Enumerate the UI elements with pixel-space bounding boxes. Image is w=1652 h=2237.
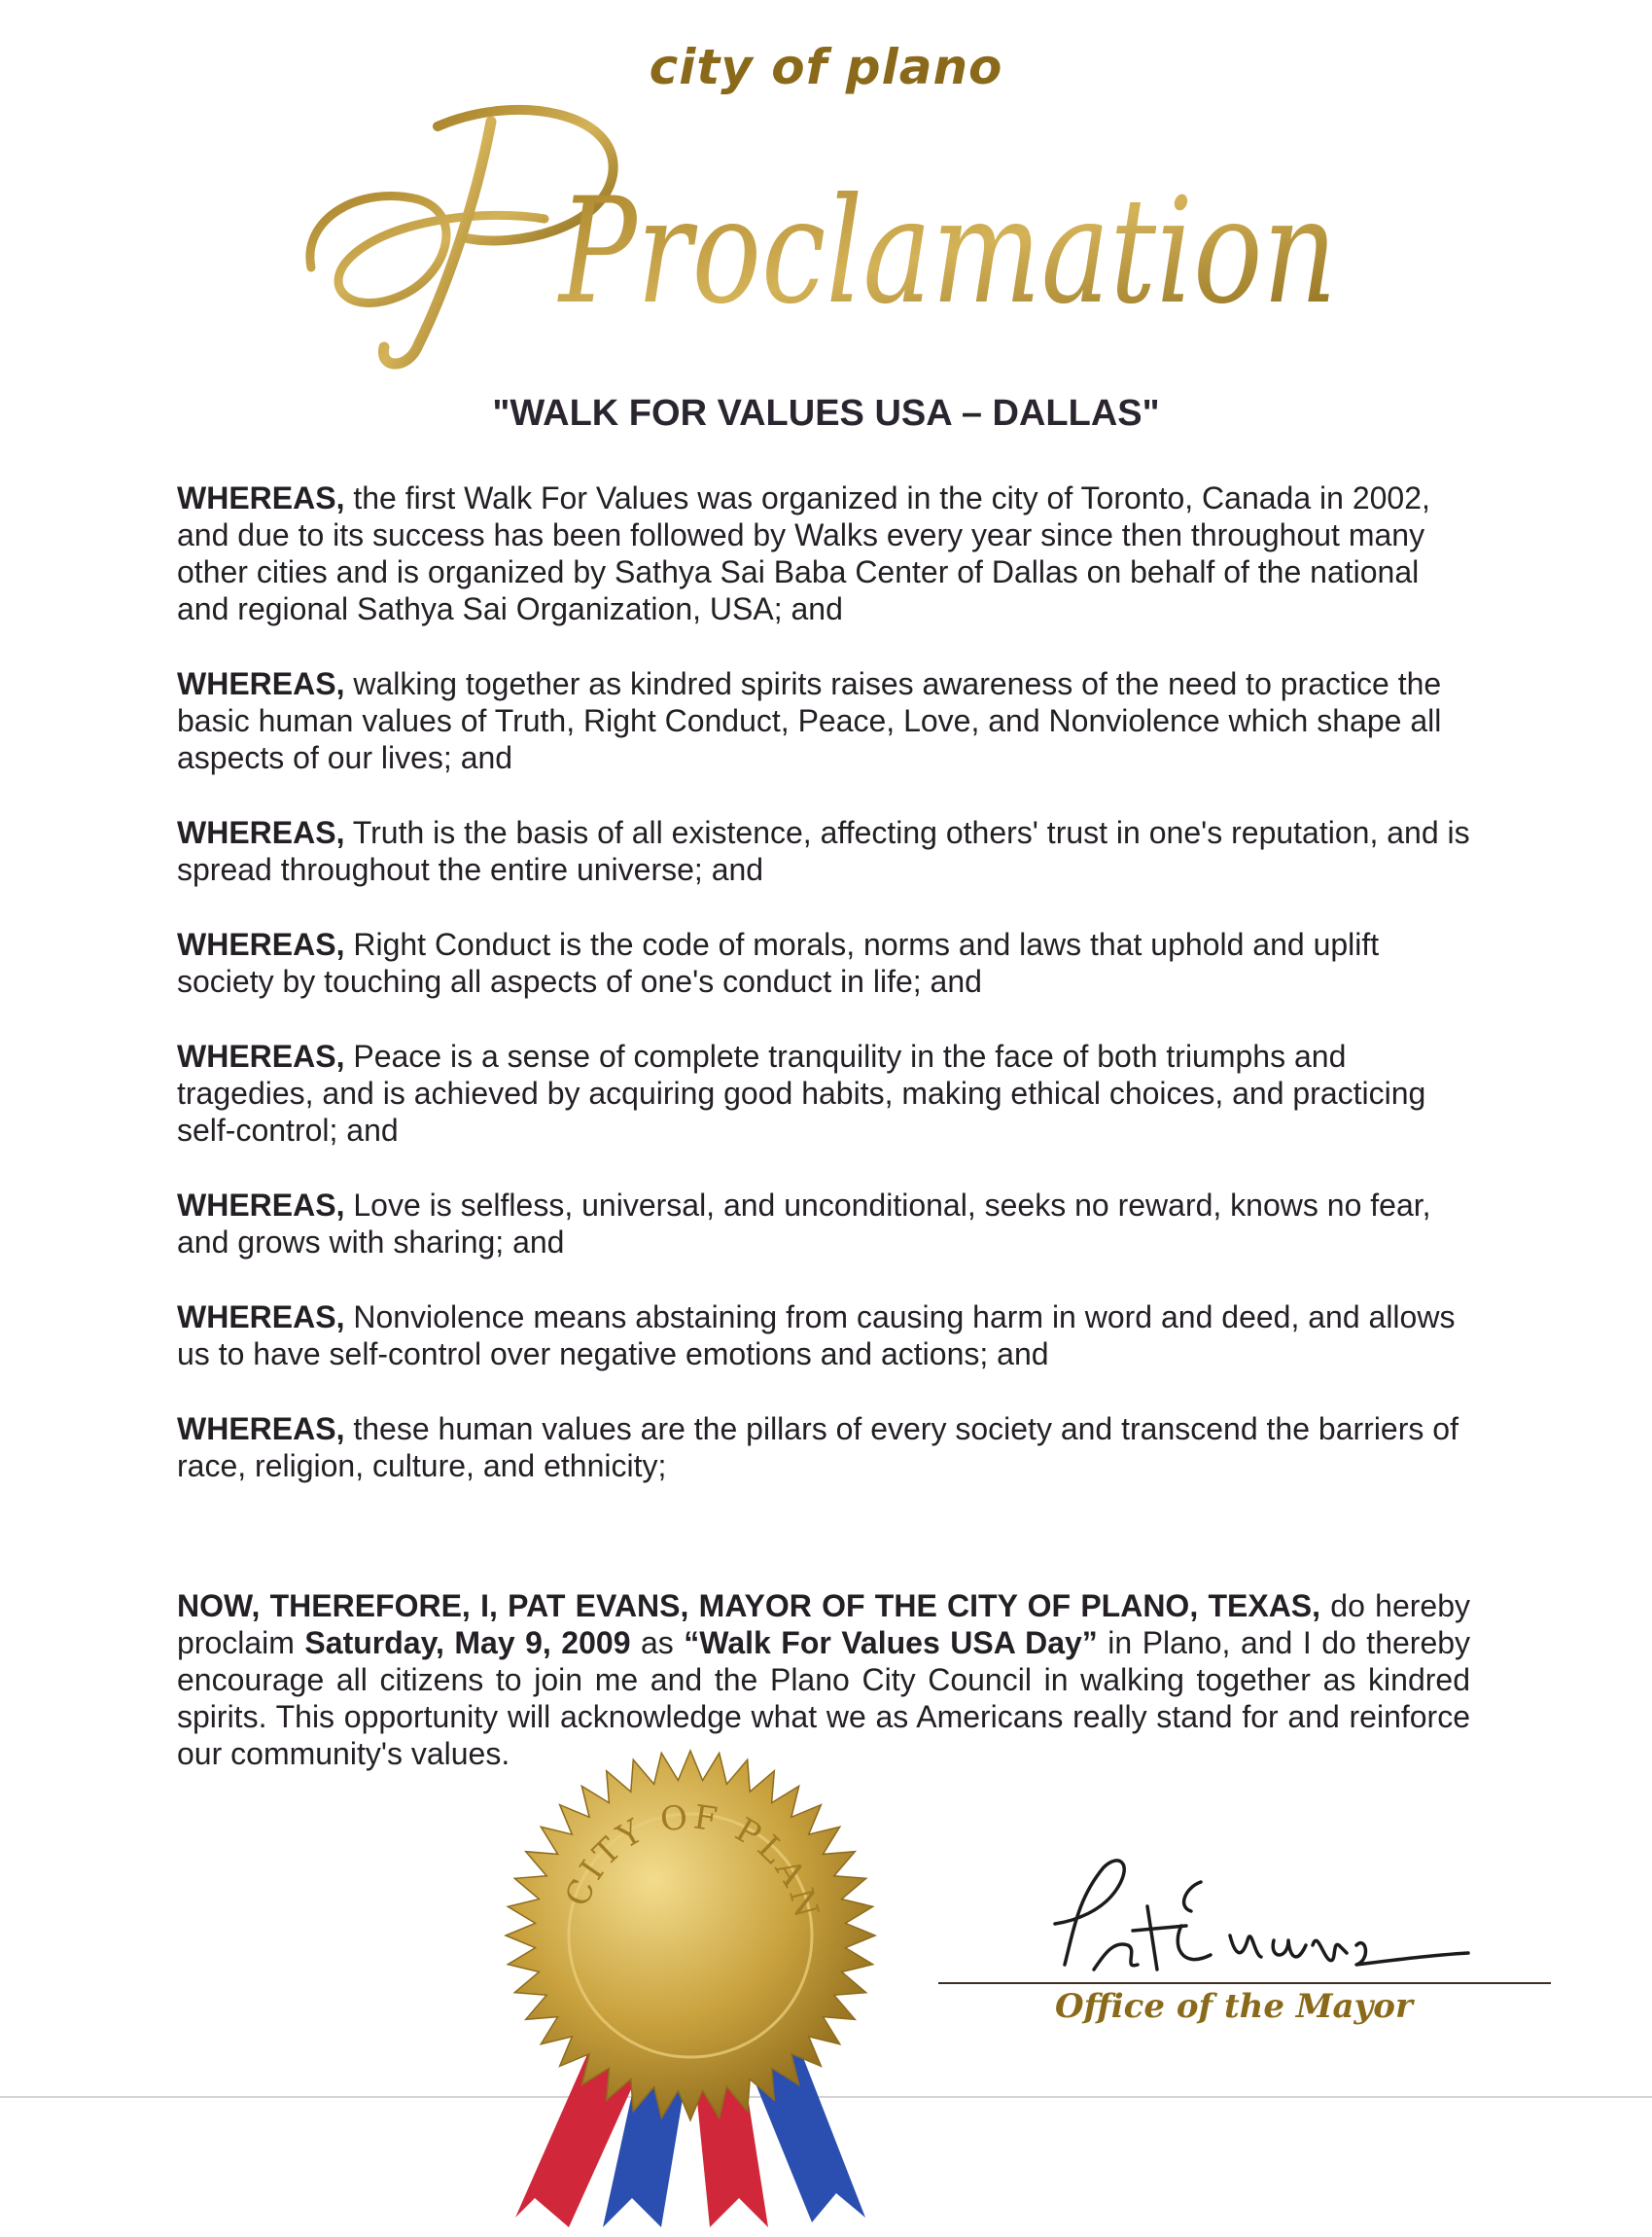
city-name: city of plano xyxy=(649,39,1003,95)
whereas-text: Nonviolence means abstaining from causing harm in word and deed, and allows us to have self-control over negative emotions and actions; and xyxy=(177,1299,1456,1371)
whereas-lead: WHEREAS, xyxy=(177,927,345,962)
whereas-paragraph-7 xyxy=(177,1298,1470,1372)
whereas-paragraph-4 xyxy=(177,926,1470,1000)
whereas-lead: WHEREAS, xyxy=(177,815,345,850)
proclamation-text: do hereby proclaim xyxy=(177,1588,1471,1660)
proclamation-day-name: “Walk For Values USA Day” xyxy=(684,1625,1098,1660)
whereas-lead: WHEREAS, xyxy=(177,1299,345,1334)
whereas-paragraph-5 xyxy=(177,1038,1470,1149)
whereas-text: these human values are the pillars of every society and transcend the barriers of race, religion, culture, and ethnicity; xyxy=(177,1411,1459,1483)
proclamation-date: Saturday, May 9, 2009 xyxy=(304,1625,631,1660)
proclamation-script-text: Proclamation xyxy=(556,167,1337,337)
seal-starburst xyxy=(506,1751,875,2120)
proclamation-script-title xyxy=(292,92,1390,384)
whereas-paragraph-8 xyxy=(177,1410,1470,1484)
whereas-paragraph-2 xyxy=(177,665,1470,776)
gold-seal xyxy=(476,1741,904,2232)
proclamation-lead: NOW, THEREFORE, I, PAT EVANS, MAYOR OF THE CITY OF PLANO, TEXAS, xyxy=(177,1588,1321,1623)
whereas-text: Peace is a sense of complete tranquility in the face of both triumphs and tragedies, and is achieved by acquiring good habits, making ethical choices, and practicing self-control; and xyxy=(177,1039,1426,1148)
whereas-text: walking together as kindred spirits raises awareness of the need to practice the basic human values of Truth, Right Conduct, Peace, Love, and Nonviolence which shape all aspects of our lives; and xyxy=(177,666,1442,775)
whereas-text: Right Conduct is the code of morals, norms and laws that uphold and uplift society by touching all aspects of one's conduct in life; and xyxy=(177,927,1380,999)
whereas-paragraph-1 xyxy=(177,479,1470,627)
whereas-lead: WHEREAS, xyxy=(177,480,345,515)
whereas-paragraph-6 xyxy=(177,1187,1470,1261)
whereas-lead: WHEREAS, xyxy=(177,1188,345,1223)
whereas-lead: WHEREAS, xyxy=(177,1039,345,1074)
signature-block xyxy=(938,1848,1561,2042)
whereas-lead: WHEREAS, xyxy=(177,666,345,701)
document-title: "WALK FOR VALUES USA – DALLAS" xyxy=(492,393,1160,434)
seal-text: CITY OF PLAN xyxy=(557,1797,827,1926)
office-of-the-mayor-label: Office of the Mayor xyxy=(1055,1987,1413,2026)
whereas-text: the first Walk For Values was organized in the city of Toronto, Canada in 2002, and due to its success has been followed by Walks every year since then throughout many other cities and is organized by Sathya Sai Baba Center of Dallas on behalf of the national and regional Sathya Sai Organization, USA; and xyxy=(177,480,1430,626)
proclamation-body xyxy=(177,479,1470,1810)
whereas-text: Truth is the basis of all existence, affecting others' trust in one's reputation, and is spread throughout the entire universe; and xyxy=(177,815,1470,887)
whereas-text: Love is selfless, universal, and unconditional, seeks no reward, knows no fear, and grows with sharing; and xyxy=(177,1188,1431,1260)
proclamation-text: in Plano, and I do thereby encourage all citizens to join me and the Plano City Council in walking together as kindred spirits. This opportunity will acknowledge what we as Americans really stand for and reinforce our community's values. xyxy=(177,1625,1471,1771)
signature-line xyxy=(938,1982,1551,1984)
mayor-signature xyxy=(938,1848,1561,1984)
whereas-paragraph-3 xyxy=(177,814,1470,888)
whereas-lead: WHEREAS, xyxy=(177,1411,345,1446)
proclamation-text: as xyxy=(630,1625,685,1660)
